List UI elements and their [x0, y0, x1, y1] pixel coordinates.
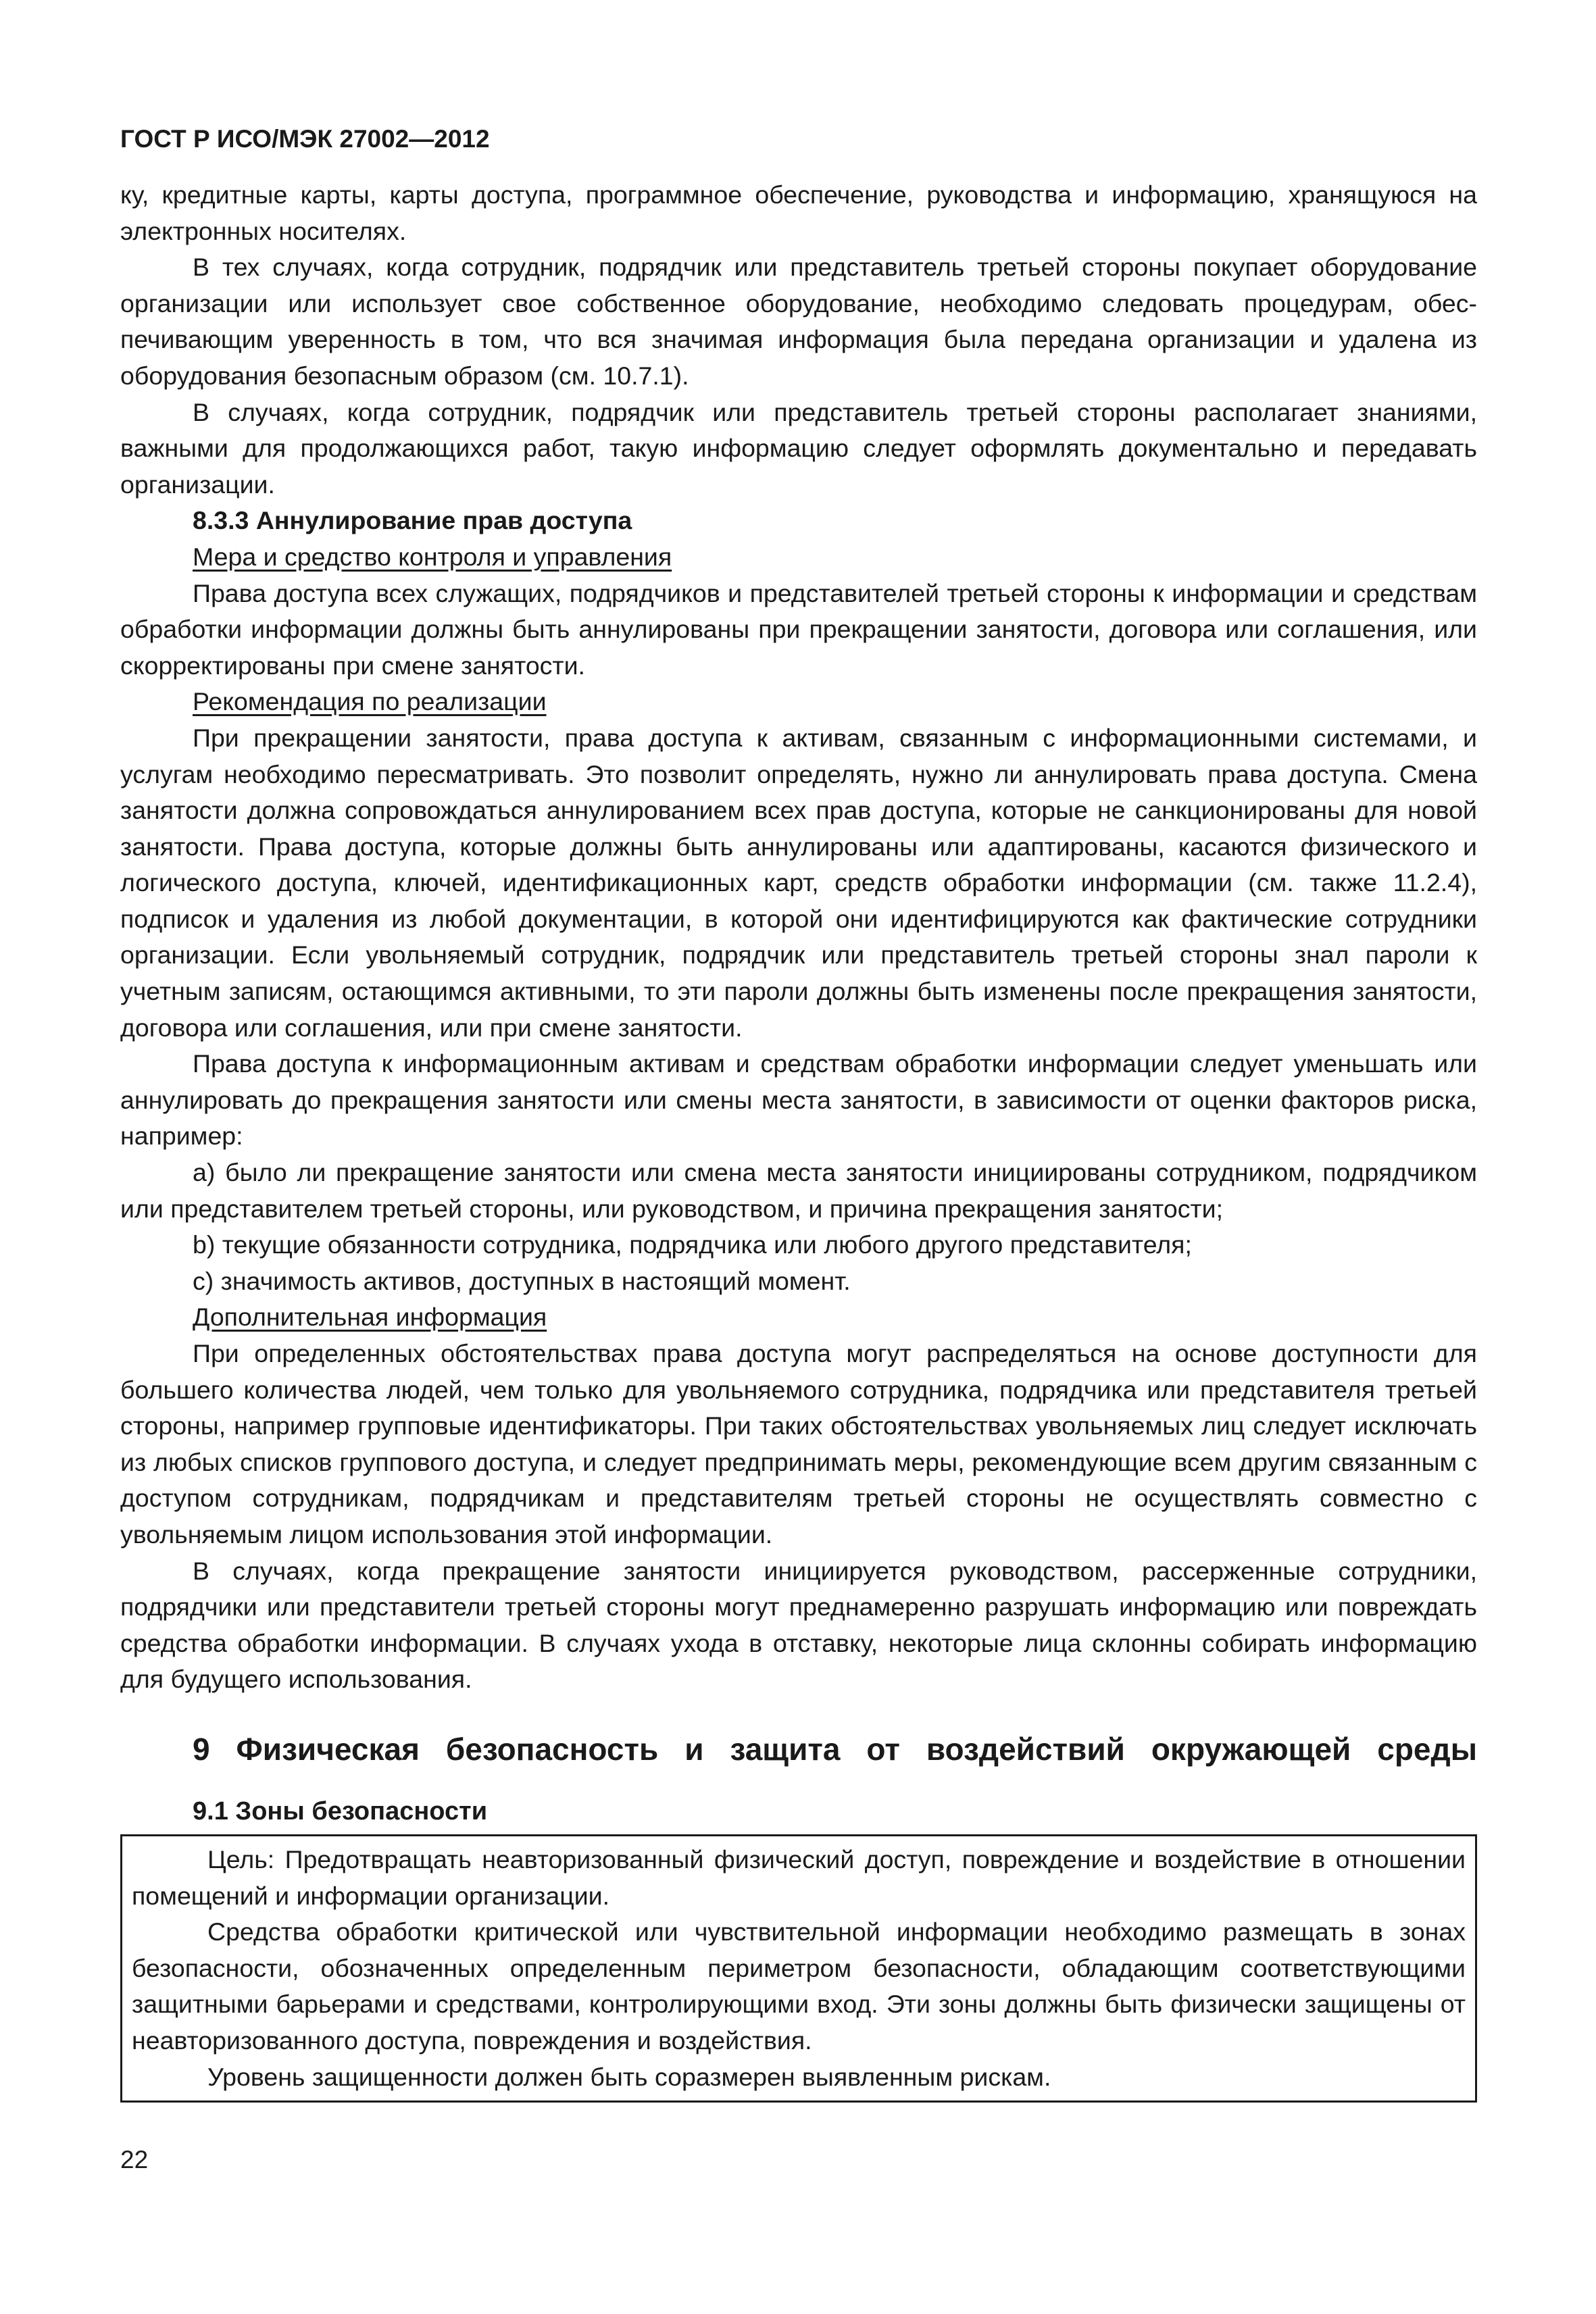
control-heading: Мера и средство контроля и управления [193, 542, 672, 571]
intro-paragraph-2: В тех случаях, когда сотрудник, подрядчик или представитель третьей стороны покупает оборудование организации или использует свое собственное оборудование, необходимо следовать процедурам, обеспечивающим уверенность в том, что вся значимая информация была передана организации и удалена из оборудования безопасным образом (см. 10.7.1). [120, 253, 1477, 390]
other-info-paragraph-2: В случаях, когда прекращение занятости инициируется руководством, рассерженные сотрудники, подрядчики или представители третьей стороны могут преднамеренно разрушать информацию или повреждать средства обработки информации. В случаях ухода в отставку, некоторые лица склонны собирать информацию для будущего использования. [120, 1556, 1477, 1694]
document-header: ГОСТ Р ИСО/МЭК 27002—2012 [120, 125, 490, 153]
other-info-paragraph-1: При определенных обстоятельствах права доступа могут распределяться на основе доступности для большего количества людей, чем только для увольняемого сотрудника, подрядчика или представителя третьей стороны, например групповые идентификаторы. При таких обстоятельствах увольняемых лиц следует исключать из любых списков группового доступа, и следует предпринимать меры, рекомендующие всем другим связанным с доступом сотрудникам, подрядчикам и представителям третьей стороны не осуществлять совместно с увольняемым лицом использования этой информации. [120, 1339, 1477, 1549]
control-text: Права доступа всех служащих, подрядчиков и представителей третьей стороны к информации и средствам обработки информации должны быть аннулированы при прекращении занятости, договора или соглашения, или скорректированы при смене занятости. [120, 578, 1477, 680]
section-833-title: 8.3.3 Аннулирование прав доступа [193, 506, 632, 535]
document-page [120, 122, 1477, 2103]
guidance-heading: Рекомендация по реализации [193, 687, 547, 716]
objective-paragraph-2: Средства обработки критической или чувствительной информации необходимо размещать в зонах безопасности, обозначенных определенным периметром безопасности, обладающим соответствующими защитными барьерами и средствами, контролирующими вход. Эти зоны должны быть физически защищены от неавторизованного доступа, повреждения и воздействия. [132, 1917, 1466, 2055]
intro-paragraph-1: ку, кредитные карты, карты доступа, программное обеспечение, руководства и информацию, хранящуюся на электронных носителях. [120, 180, 1477, 245]
list-item-c: c) значимость активов, доступных в настоящий момент. [193, 1266, 851, 1295]
objective-paragraph-3: Уровень защищенности должен быть соразмерен выявленным рискам. [207, 2062, 1051, 2091]
section-91-title: 9.1 Зоны безопасности [193, 1796, 488, 1826]
list-item-b: b) текущие обязанности сотрудника, подрядчика или любого другого представителя; [193, 1230, 1192, 1259]
objective-box [120, 1834, 1477, 2103]
guidance-paragraph-2: Права доступа к информационным активам и средствам обработки информации следует уменьшать или аннулировать до прекращения занятости или смены места занятости, в зависимости от оценки факторов риска, например: [120, 1049, 1477, 1151]
page-number: 22 [120, 2146, 149, 2173]
list-item-a: a) было ли прекращение занятости или смена места занятости инициированы сотрудником, подрядчиком или представителем третьей стороны, или руководством, и причина прекращения занятости; [120, 1158, 1477, 1223]
chapter-9-title: 9 Физическая безопасность и защита от воздействий окружающей среды [193, 1731, 1477, 1767]
guidance-paragraph-1: При прекращении занятости, права доступа к активам, связанным с информационными системами, и услугам необходимо пересматривать. Это позволит определять, нужно ли аннулировать права доступа. Смена занятости должна сопровождаться аннулированием всех прав доступа, которые не санкционированы для новой занятости. Права доступа, которые должны быть аннулированы или адаптированы, касаются физического и логического доступа, ключей, идентификационных карт, средств обработки информации (см. также 11.2.4), подписок и удаления из любой документации, в которой они идентифицируются как фактические сотрудники организации. Если увольняемый сотрудник, подрядчик или представитель третьей стороны знал пароли к учетным записям, остающимся активными, то эти пароли должны быть изменены после прекращения занятости, договора или соглашения, или при смене занятости. [120, 723, 1477, 1042]
other-info-heading: Дополнительная информация [193, 1303, 547, 1332]
intro-paragraph-3: В случаях, когда сотрудник, подрядчик или представитель третьей стороны располагает знаниями, важными для продолжающихся работ, такую информацию следует оформлять документально и передавать организации. [120, 397, 1477, 499]
body-text [120, 177, 1477, 1698]
objective-paragraph-1: Цель: Предотвращать неавторизованный физический доступ, повреждение и воздействие в отношении помещений и информации организации. [132, 1844, 1466, 1910]
